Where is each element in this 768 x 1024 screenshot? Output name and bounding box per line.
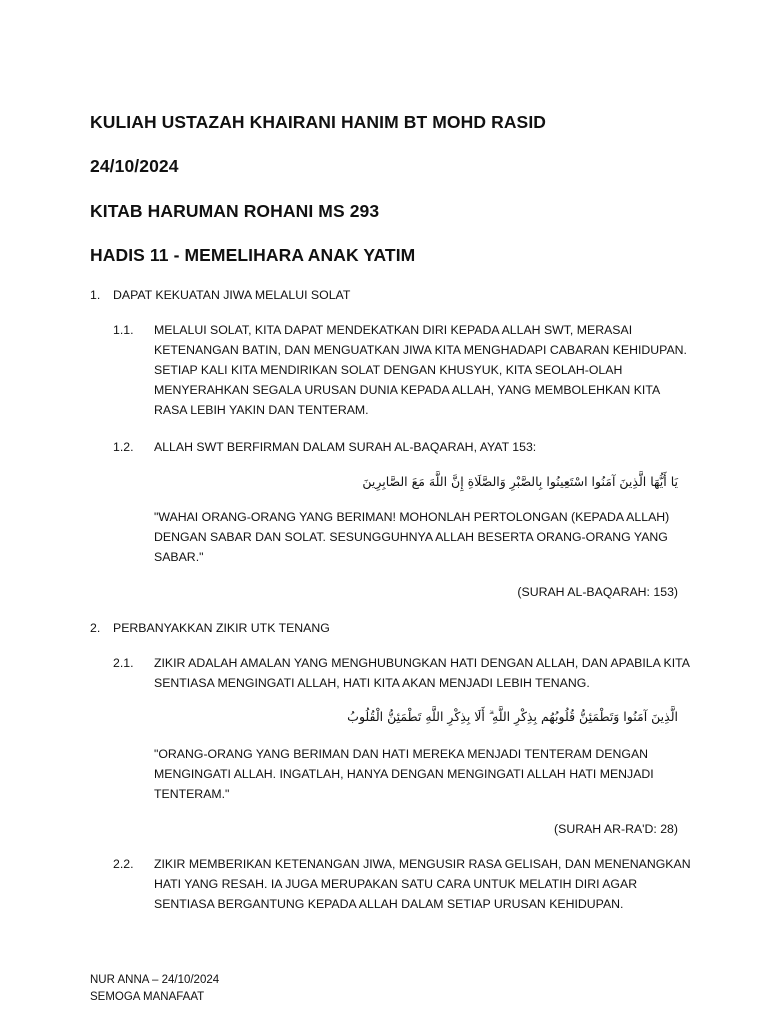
item-1-1-number: 1.1. [113,323,134,337]
book-reference: KITAB HARUMAN ROHANI MS 293 [90,201,380,221]
item-2-1-translation: "ORANG-ORANG YANG BERIMAN DAN HATI MEREKA MENJADI TENTERAM DENGAN MENGINGATI ALLAH. INGATLAH, HANYA DENGAN MENGINGATI ALLAH HATI MENJADI TENTERAM." [154,747,654,801]
footer-author-date: NUR ANNA – 24/10/2024 [90,974,220,986]
item-2-1-arabic-verse: الَّذِينَ آمَنُوا وَتَطْمَئِنُّ قُلُوبُهُم بِذِكْرِ اللَّهِ ۗ أَلَا بِذِكْرِ اللَّهِ تَطْمَئِنُّ الْقُلُوبُ [347,709,678,724]
item-2-1-text: ZIKIR ADALAH AMALAN YANG MENGHUBUNGKAN HATI DENGAN ALLAH, DAN APABILA KITA SENTIASA MENGINGATI ALLAH, HATI KITA AKAN MENJADI LEBIH TENANG. [154,656,690,690]
section-2-number: 2. [90,621,101,635]
hadith-title: HADIS 11 - MEMELIHARA ANAK YATIM [90,245,416,265]
item-1-2-reference: (SURAH AL-BAQARAH: 153) [517,585,678,599]
lecture-title: KULIAH USTAZAH KHAIRANI HANIM BT MOHD RASID [90,112,547,132]
footer-closing: SEMOGA MANAFAAT [90,991,205,1003]
item-1-2-number: 1.2. [113,440,134,454]
item-2-1-reference: (SURAH AR-RA'D: 28) [554,822,678,836]
item-2-2-text: ZIKIR MEMBERIKAN KETENANGAN JIWA, MENGUSIR RASA GELISAH, DAN MENENANGKAN HATI YANG RESAH. IA JUGA MERUPAKAN SATU CARA UNTUK MELATIH DIRI AGAR SENTIASA BERGANTUNG KEPADA ALLAH DALAM SETIAP URUSAN KEHIDUPAN. [154,857,691,911]
item-1-2-arabic-verse: يَا أَيُّهَا الَّذِينَ آمَنُوا اسْتَعِينُوا بِالصَّبْرِ وَالصَّلَاةِ إِنَّ اللَّهَ مَعَ الصَّابِرِينَ [362,474,678,489]
item-2-2-number: 2.2. [113,857,134,871]
item-1-1-text: MELALUI SOLAT, KITA DAPAT MENDEKATKAN DIRI KEPADA ALLAH SWT, MERASAI KETENANGAN BATIN, DAN MENGUATKAN JIWA KITA MENGHADAPI CABARAN KEHIDUPAN. SETIAP KALI KITA MENDIRIKAN SOLAT DENGAN KHUSYUK, KITA SEOLAH-OLAH MENYERAHKAN SEGALA URUSAN DUNIA KEPADA ALLAH, YANG MEMBOLEHKAN KITA RASA LEBIH YAKIN DAN TENTERAM. [154,323,687,417]
section-1-title: DAPAT KEKUATAN JIWA MELALUI SOLAT [113,288,351,302]
item-1-2-translation: "WAHAI ORANG-ORANG YANG BERIMAN! MOHONLAH PERTOLONGAN (KEPADA ALLAH) DENGAN SABAR DAN SOLAT. SESUNGGUHNYA ALLAH BESERTA ORANG-ORANG YANG SABAR." [154,510,670,564]
section-2-title: PERBANYAKKAN ZIKIR UTK TENANG [113,621,330,635]
lecture-date: 24/10/2024 [90,156,179,176]
section-1-number: 1. [90,288,101,302]
item-2-1-number: 2.1. [113,656,134,670]
item-1-2-text: ALLAH SWT BERFIRMAN DALAM SURAH AL-BAQARAH, AYAT 153: [154,440,537,454]
